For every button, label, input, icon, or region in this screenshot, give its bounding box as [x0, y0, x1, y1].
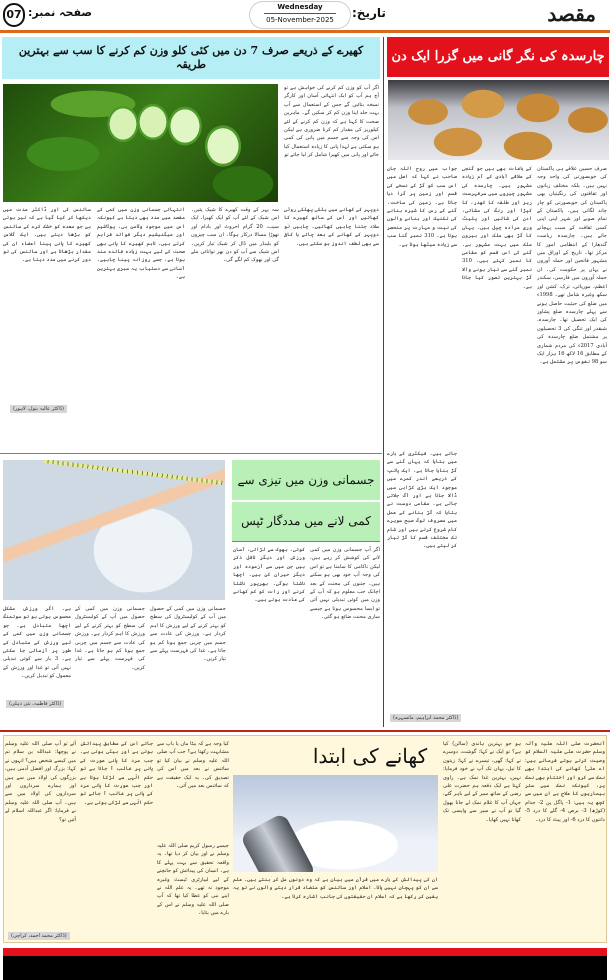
salt-shaker: [239, 812, 316, 872]
column-divider: [383, 37, 384, 727]
charsadda-article-image: [388, 80, 609, 160]
section-divider-red: [0, 730, 610, 732]
charsadda-article-headline: چارسدہ کی نگر گانی میں گزرا ایک دن: [387, 37, 609, 77]
eating-article-col-4: کیا وجہ ہے کہ بیٹا ماں یا باپ سے مشابہت رکھتا ہے؟ جب آپ صلی اللہ علیہ وسلم نے بیان کیا تو سائنس نے بعد میں اس کی تصدیق کی۔ یہ ایک حقیقت ہے کہ سائنس بعد میں آئی۔: [157, 741, 229, 790]
eating-article-headline: کھانے کی ابتدا: [312, 744, 428, 768]
weight-loss-headline-line-2: کمی لانے میں مددگار ٹپس: [232, 502, 380, 542]
weight-loss-article-col-3: جسمانی وزن میں کمی کے حصول میں آپ کے کولیسٹرول کی سطح کو بہتر کرنے کے لیے ورزش کا اہم کردار ہے۔ ورزش کی عادت سے جسم میں چربی جمع ہونا کم ہو جاتا ہے۔ غذا کی فہرست پہلے سے تیار کریں۔: [150, 606, 226, 663]
section-divider: [0, 453, 382, 454]
footer-black-bar: [3, 956, 607, 980]
cucumber-article-image: [3, 84, 278, 202]
footer-red-bar: [3, 948, 607, 956]
cucumber-article-col-2: انتہائی جسمانی وزن میں کمی کے مقصد میں مدد بھی دیتا ہے کیونکہ اس میں موجود وٹامن بی، پوٹاشیم اور میگنیشیم دیگر فوائد فراہم کرتے ہیں۔ تاہم کھیرے کا پانی بھی صحت کے لیے بہت زیادہ فائدہ مند ہوتا ہے، جسے روزانہ پینا چاہیے۔ آسانی سے دستیاب یہ سبزی بہترین ہے۔: [97, 207, 185, 281]
eating-article-credit: (ڈاکٹر محمد احمد، کراچی): [8, 932, 70, 940]
eating-article-col-2: ہو جو بہترین ہاندی (سالن) کیا ہے؟ تو ایک نے کہا: گوشت، دوسرے نے کہا: گھی، تیسرے نے کہا: زیتون کا تیل، یہاں تک آپ نے خود فرمایا: نہیں، بہترین غذا نمک ہے۔ راوی کہتا ہے ایک دفعہ ہم حضرت علی رضی کے ساتھ سیر کے لیے باہر گئے، جہاں آپ کا غلام نمک لے جانا بھول گیا تو آپ نے سیر سے واپسی تک کھانا نہیں کھایا۔: [443, 741, 521, 823]
charsadda-article-col-3: جواب میں روح اللہ جان صاحب نے کہا کہ اصل میں اس سب کو گڑ کے نسخے کی قسم اور زمین پر گرا دیا جاتا ہے۔ زمین کی ساخت، گنے کے رس کا شیرہ بنانے کی تکنیک اور بنانے والوں کی نیت و مہارت پر منحصر ہوتا ہے۔ 310 نمبر گنا سب سے زیادہ میٹھا ہوتا ہے۔: [387, 166, 457, 248]
charsadda-article-col-1: صرف حسین علاقے ہی پاکستان کی خوبصورتی کی واحد وجہ نہیں ہیں۔ بلکہ مختلف زبانوں اور ثقافتوں کی رنگینیاں بھی پاکستان کی خوبصورتی کو چار چاند لگاتی ہیں۔ پاکستان کے تمام صوبے اور شہر اپنی اپنی کسی ثقافت کے سبب پہچانے جاتے ہیں۔ چارسدہ ریاست گندھارا کے انتظامی امور کا مرکز تھا۔ تاریخ کے اوراق میں مشہور فاتحین اور حملہ آوروں نے یہاں پر حکومت کی۔ ان حملہ آوروں میں فارسی، سکندر اعظم، موریائی، ترک، کشن اور سکھ وغیرہ شامل تھے۔ 1998ء میں ضلع کی حیثیت حاصل ہونے سے پہلے چارسدہ ضلع پشاور کی ایک تحصیل تھا۔ چارسدہ، شبقدر اور تنگی کی 3 تحصیلوں پر مشتمل ضلع چارسدہ کی آبادی 2017ء کی مردم شماری کے مطابق 16 لاکھ 16 ہزار ایک سو 98 نفوس پر مشتمل ہے۔: [537, 166, 607, 366]
weight-loss-article-col-1: اگر آپ جسمانی وزن میں کمی لانے کی کوشش کر رہے ہیں، لیکن ناکامی کا سامنا ہے تو اس کی وجہ آپ خود بھی ہو سکتے ہیں۔ جتنوں کی محنت کے بعد اچانک جب معلوم ہو کہ آپ کے وزن میں کوئی تبدیلی نہیں آئی تو ایسا محسوس ہوتا ہے جیسے ساری محنت ضائع ہو گئی۔: [310, 547, 380, 621]
cucumber-article-col-4: دوپہر کے کھانے میں ہلکی پھلکی روٹی کھائیں اور اس کے ساتھ کھیرے کا سلاد جتنا چاہیں کھائیں۔ چاہیں تو دوپہر کے کھانے کے بعد چائے یا کافی سے بھی لطف اندوز ہو سکتے ہیں۔: [284, 207, 379, 247]
eating-article-col-3: ان کی پیدائش کے بارے میں قرآن میں بیان ہے کہ وہ دونوں مل کر بنتے ہیں۔ علم سے ان کو پہچان نہیں پاتا۔ اسلام اور سائنس کو متضاد قرار دیتے والوں نے تو یہ یقین کر رکھا ہے کہ اسلام ان حقیقتوں کی جانب اشارہ کرتا ہے۔: [233, 877, 438, 900]
cucumber-article-col-3: سائنس کی اور ڈاکٹر مدت میں دیکھا کر کیا گیا ہے کہ تیز ہوتی ہے جو معدہ کو خشک کرے کے سائنس کو بڑھا دیتے ہیں۔ ایک گلاس کھیرے کا پانی پینا اعضاء ان کی مقدار بڑھاتا ہے اور سائنس کی تو دور کرنے میں مدد دیتا ہے۔: [3, 207, 91, 264]
page-number-label: صفحہ نمبر:: [28, 6, 92, 19]
cucumber-article-credit: (ڈاکٹر عالیہ بتول، لاہور): [10, 405, 67, 413]
weight-loss-article-image: [3, 460, 225, 600]
cucumber-article-col-1: سہ پہر کے وقت کھیرے کا شیک پئیں۔ اس شیک کے لئے آپ کو ایک کھیرا، ایک سیب، 20 گرام اخروٹ اور بادام اور تھوڑا مسالا درکار ہوگا۔ ان سب چیزوں کو بلینڈر میں ڈال کر شیک تیار کریں۔ اس شیک سے آپ کو دن بھر توانائی ملے گی اور بھوک کم لگے گی۔: [191, 207, 279, 264]
charsadda-article-col-2: کے باغات بھی ہیں جو گنجی کے علاقے آبادی کے آم زیادہ مشہور ہیں۔ چارسدہ کی مشہور چیزوں میں سرفہرست ریز اور طلقہ کا کھدر، کا کپڑا اور رنگ کی مشائی، ادن کی شالیں اور پلیٹ وری مرادہ چپل ہیں۔ یہاں کا گڑ بھی ملک اور بیرون ملک میں بہت مشہور ہے۔ گنے کی اس قسم کو مقامی کا نمبر کہتے ہیں۔ 310 نمبر گنے سے تیار ہونے والا گڑ بہترین تصور کیا جاتا ہے۔: [462, 166, 532, 290]
weight-loss-article-credit: (ڈاکٹر فاطمہ، نئی دہلی): [6, 700, 64, 708]
page-number-badge: 07: [3, 3, 25, 27]
eating-article-image: [233, 775, 438, 872]
date-badge: [250, 2, 350, 28]
date-day: Wednesday: [264, 2, 336, 14]
date-label: تاریخ:: [352, 6, 386, 20]
cucumber-article-headline: کھیرے کے ذریعے صرف 7 دن میں کئی کلو وزن کم کرنے کا سب سے بہترین طریقہ: [2, 37, 380, 79]
date-value: 05-November-2025: [266, 16, 334, 24]
masthead: [0, 0, 610, 30]
weight-loss-article-col-2: کوئی، بھوک سے لڑائی، آسان ورزش اور دیگر تاقل ذکر ہیں جن میں سے آزموده اور دیگر حیران کن ہیں۔ اچھا ناشتا ہوگی۔ بھرپور ناشتا کرنے اور رات کو کم کھانے کی عادت ہوتے ہیں۔: [233, 547, 305, 604]
charsadda-article-credit: (ڈاکٹر محمد ابراہیم، مانسہرہ): [390, 714, 461, 722]
newspaper-logo: مقصد: [547, 2, 596, 26]
eating-article-col-5: آئے تو آپ صلی اللہ علیہ وسلم نے پوچھا: عبداللہ بن سلام تم میں کیسے شخص ہیں؟ انہوں نے کہا: بزرگ اور افضل آدمی ہیں، بزرگوں کی اولاد میں سے ہیں اور ہمارے سرداروں اور سرداروں کی اولاد میں سے ہیں۔ آپ صلی اللہ علیہ وسلم نے فرمایا: اگر عبداللہ اسلام لے آئیں تو؟: [5, 741, 76, 823]
weight-loss-headline-line-1: جسمانی وزن میں تیزی سے: [232, 460, 380, 500]
eating-article-col-1: آنحضرت صلی اللہ علیہ وآلہ وسلم حضرت علی علیہ السلام کو وصیت کرتے ہوئے فرماتے ہیں: اے علی! کھانے کی ابتدا بھی نمک سے کرو اور اختتام بھی نمک پر، کیونکہ نمک میں ستر بیماریوں کا علاج ہے ان میں سے کچھ یہ ہیں: 1- پاگل پن 2- جذام (کوڑھ) 3- برص 4- گلے کا درد 5- دانتوں کا درد 6- اور پیٹ کا درد۔: [525, 741, 605, 823]
charsadda-article-col-4: جاتے ہیں۔ فیکٹری کے بارے میں بتایا کہ یہاں گنے سے گڑ بنایا جاتا ہے۔ ایک پائپ کے ذریعے اندر کمرے میں موجود ایک بڑی کڑاہی میں ڈالا جاتا ہے اور آگ جلائی جاتی ہے۔ مقامی دوست نے بتایا کہ گڑ بنانے کے عمل میں مصروف لوگ صبح سویرے کام شروع کرتے ہیں اور شام تک مختلف قسم کا گڑ تیار کر لیتے ہیں۔: [387, 451, 457, 550]
measuring-tape: [43, 460, 222, 485]
eating-article-col-6: جائے اس کے مطابق پیدائش ہوتی ہے اور بیٹی ہوتی ہے۔ جب مرد کا پانی عورت کے پانی پر غالب آ جاتا ہے تو حکم الٰہی سے لڑکا ہوتا ہے اور جب عورت کا پانی مرد کے پانی پر غالب آ جائے تو حکم الٰہی سے لڑکی ہوتی ہے۔: [80, 741, 153, 806]
weight-loss-article-col-4: ہے۔ اگر ورزش مشکل محسوس ہوتی ہو تو سوئمنگ اچھا متبادل ہے۔ جو جسمانی وزن میں کمی کے لیے ورزش کے متبادل کے طور پر آزمائی جا سکتی ہے۔ 3 بار سے کوئی تبدیلی نہیں آتی تو غذا اور ورزش کے معمول کو تبدیل کریں۔: [3, 606, 71, 680]
masthead-divider: [0, 30, 610, 33]
eating-article-col-7: جیسے رسول کریم صلی اللہ علیہ وسلم نے اور بیان کر دیا تھا۔ یہ واقعہ تحقیق سے بہت پہلے کا ہے۔ انسان کی پیدائش کو جانچنے کے لیے لیبارٹری ٹیسٹ وغیرہ موجود نہ تھے۔ یہ علم اللہ نے اپنے نبی کو عطا کیا تھا کہ آپ صلی اللہ علیہ وسلم نے اس کے بارے میں بتایا۔: [157, 843, 229, 917]
weight-loss-article-col-3b: جسمانی وزن میں کمی کے حصول میں آپ کے کولیسٹرول کی سطح کو بہتر کرنے کے لیے ورزش کا اہم کردار ہے۔ ورزش کی عادت سے جسم میں چربی جمع ہونا کم ہو جاتا ہے۔ غذا کی فہرست پہلے سے تیار کریں۔: [75, 606, 145, 671]
cucumber-article-intro: اگر آپ کو وزن کم کرنے کی خواہش ہے تو آج ہم آپ کو ایک انتہائی آسان اور کارگر نسخہ بتائیں گے جس کے استعمال سے آپ بہت جلد اپنا وزن کم کر سکیں گے۔ ماہرین صحت کا کہنا ہے کہ وزن کم کرنے کے لئے کیلوریز کی مقدار کم کرنا ضروری ہے لیکن اس کی وجہ سے جسم میں پانی کی کمی ہو سکتی ہے لہذا پانی کا زیادہ استعمال کیا جائے اور پانی میں کھیرا شامل کر لیا جائے تو: [284, 85, 379, 159]
